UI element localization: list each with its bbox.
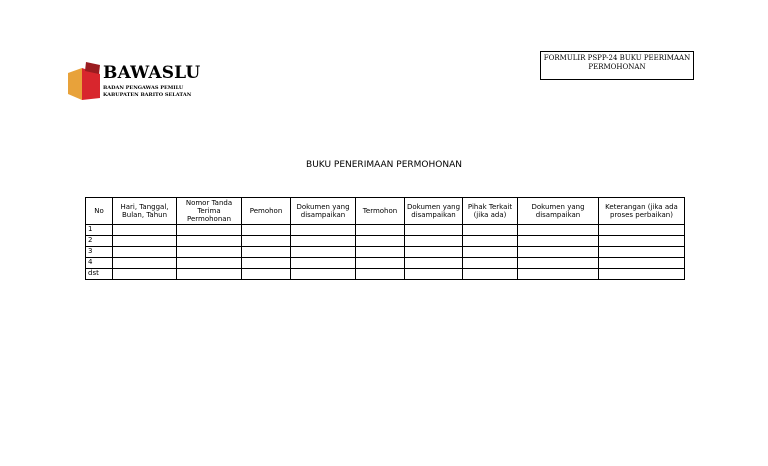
- col-header-applicant-documents: Dokumen yang disampaikan: [291, 198, 356, 225]
- table-cell: [463, 258, 518, 269]
- table-cell: [291, 225, 356, 236]
- table-row: [86, 269, 685, 280]
- org-subtitle-2: KABUPATEN BARITO SELATAN: [103, 92, 192, 98]
- table-cell: [242, 269, 291, 280]
- table-cell: [599, 247, 685, 258]
- table-cell: [242, 247, 291, 258]
- table-cell: [291, 269, 356, 280]
- col-header-applicant: Pemohon: [242, 198, 291, 225]
- table-row: [86, 225, 685, 236]
- col-header-no: No: [86, 198, 113, 225]
- table-cell: [599, 269, 685, 280]
- permohonan-register-table: [85, 197, 685, 280]
- table-cell: [463, 225, 518, 236]
- table-row: [86, 247, 685, 258]
- table-cell: [599, 236, 685, 247]
- table-cell: [463, 269, 518, 280]
- table-cell: [405, 247, 463, 258]
- table-body: [86, 225, 685, 280]
- table-cell: [113, 269, 177, 280]
- table-cell: [242, 258, 291, 269]
- row-number: 1: [86, 225, 113, 236]
- table-cell: [291, 236, 356, 247]
- col-header-respondent: Termohon: [356, 198, 405, 225]
- col-header-date: Hari, Tanggal, Bulan, Tahun: [113, 198, 177, 225]
- table-cell: [356, 247, 405, 258]
- table-cell: [356, 269, 405, 280]
- row-number: 2: [86, 236, 113, 247]
- table-header-row: [86, 198, 685, 225]
- table-cell: [177, 247, 242, 258]
- table-cell: [113, 236, 177, 247]
- col-header-respondent-documents: Dokumen yang disampaikan: [405, 198, 463, 225]
- table-cell: [242, 225, 291, 236]
- table-row: [86, 236, 685, 247]
- ballot-box-icon: [66, 60, 106, 104]
- table-cell: [113, 258, 177, 269]
- table-cell: [291, 258, 356, 269]
- table-cell: [177, 236, 242, 247]
- table-cell: [405, 269, 463, 280]
- table-cell: [518, 247, 599, 258]
- table-cell: [518, 269, 599, 280]
- table-cell: [405, 258, 463, 269]
- table-cell: [177, 258, 242, 269]
- bawaslu-logo: [66, 60, 216, 104]
- col-header-receipt-number: Nomor Tanda Terima Permohonan: [177, 198, 242, 225]
- table-cell: [463, 247, 518, 258]
- form-code-box: [540, 51, 694, 80]
- table-cell: [113, 247, 177, 258]
- table-cell: [599, 258, 685, 269]
- form-code-line-2: PERMOHONAN: [588, 63, 646, 71]
- org-subtitle-1: BADAN PENGAWAS PEMILU: [103, 85, 184, 91]
- table-cell: [177, 269, 242, 280]
- col-header-notes: Keterangan (jika ada proses perbaikan): [599, 198, 685, 225]
- table-cell: [599, 225, 685, 236]
- col-header-related-party: Pihak Terkait (jika ada): [463, 198, 518, 225]
- table-cell: [405, 225, 463, 236]
- table-cell: [356, 236, 405, 247]
- table-cell: [177, 225, 242, 236]
- table-cell: [356, 225, 405, 236]
- row-number: dst: [86, 269, 113, 280]
- col-header-related-party-documents: Dokumen yang disampaikan: [518, 198, 599, 225]
- org-name: BAWASLU: [103, 63, 201, 83]
- table-cell: [242, 236, 291, 247]
- form-code-line-1: FORMULIR PSPP-24 BUKU PEERIMAAN: [543, 54, 691, 62]
- table-cell: [518, 225, 599, 236]
- table-cell: [291, 247, 356, 258]
- table-cell: [405, 236, 463, 247]
- table-row: [86, 258, 685, 269]
- table-cell: [518, 258, 599, 269]
- table-cell: [463, 236, 518, 247]
- table-cell: [113, 225, 177, 236]
- row-number: 4: [86, 258, 113, 269]
- table-cell: [356, 258, 405, 269]
- document-title: BUKU PENERIMAAN PERMOHONAN: [306, 160, 462, 170]
- row-number: 3: [86, 247, 113, 258]
- table-cell: [518, 236, 599, 247]
